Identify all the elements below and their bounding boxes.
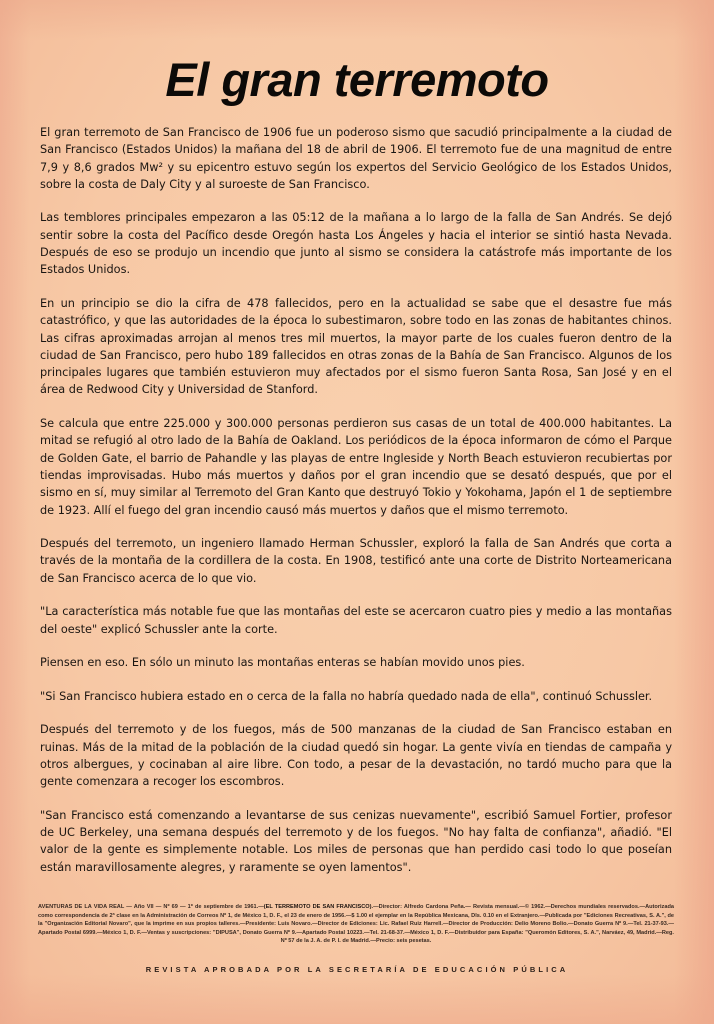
article-body [40, 124, 672, 892]
article-title: El gran terremoto [165, 53, 549, 106]
imprint-details: —Director: Alfredo Cardona Peña.— Revista mensual.—© 1962.—Derechos mundiales reservados.—Autorizada como correspondencia de 2ª clase en la Administración de Correos Nº 1, de México 1, D. F., el 23 de enero de 1956.—$ 1.00 el ejemplar en la República Mexicana, Dls. 0.10 en el Extranjero.—Publicada por "Ediciones Recreativas, S. A.", de la "Organización Editorial Novaro", que la imprime en sus propios talleres.—Presidente: Luis Novaro.—Director de Ediciones: Lic. Rafael Ruiz Harrell.—Director de Producción: Delio Moreno Bolio.—Donato Guerra Nº 9.—Tel. 21-37-93.—Apartado Postal 6999.—México 1, D. F.—Ventas y suscripciones: "DIPUSA", Donato Guerra Nº 9.—Apartado Postal 10223.—Tel. 21-68-37.—México 1, D. F.—Distribuidor para España: "Queromón Editores, S. A.", Narváez, 49, Madrid.—Reg. Nº 57 de la J. A. de P. I. de Madrid.—Precio: seis pesetas. [38, 904, 674, 945]
paragraph-6: "La característica más notable fue que las montañas del este se acercaron cuatro pies y medio a las montañas del oeste" explicó Schussler ante la corte. [40, 605, 672, 636]
paragraph-9: Después del terremoto y de los fuegos, más de 500 manzanas de la ciudad de San Francisco estaban en ruinas. Más de la mitad de la población de la ciudad quedó sin hogar. La gente vivía en tiendas de campaña y otros albergues, y cocinaban al aire libre. Con todo, a pesar de la devastación, no tardó mucho para que la gente comenzara a recoger los escombros. [40, 723, 672, 789]
paragraph-5: Después del terremoto, un ingeniero llamado Herman Schussler, exploró la falla de San Andrés que corta a través de la montaña de la cordillera de la costa. En 1908, testificó ante una corte de Distrito Norteamericana de San Francisco acerca de lo que vio. [40, 537, 672, 585]
approval-line: REVISTA APROBADA POR LA SECRETARÍA DE EDUCACIÓN PÚBLICA [145, 965, 569, 974]
paragraph-10: "San Francisco está comenzando a levantarse de sus cenizas nuevamente", escribió Samuel Fortier, profesor de UC Berkeley, una semana después del terremoto y de los fuegos. "No hay falta de confianza", añadió. "El valor de la gente es simplemente notable. Los miles de personas que han perdido casi todo lo que poseían están maravillosamente alegres, y raramente se oyen lamentos". [40, 808, 672, 874]
publication-imprint [38, 903, 674, 946]
imprint-lead: AVENTURAS DE LA VIDA REAL — Año VII — Nº 69 — 1º de septiembre de 1961.— [38, 904, 264, 910]
paragraph-8: "Si San Francisco hubiera estado en o cerca de la falla no habría quedado nada de ella", continuó Schussler. [40, 689, 653, 703]
paragraph-4: Se calcula que entre 225.000 y 300.000 personas perdieron sus casas de un total de 400.000 habitantes. La mitad se refugió al otro lado de la Bahía de Oakland. Los periódicos de la época informaron de cómo el Parque de Golden Gate, el barrio de Pahandle y las playas de entre Ingleside y North Beach estuvieron recubiertas por tiendas improvisadas. Hubo más muertos y daños por el gran incendio que se desató después, que por el sismo en sí, muy similar al Terremoto del Gran Kanto que destruyó Tokio y Yokohama, Japón el 1 de septiembre de 1923. Allí el fuego del gran incendio causó más muertos y daños que el mismo terremoto. [40, 417, 672, 517]
paragraph-3: En un principio se dio la cifra de 478 fallecidos, pero en la actualidad se sabe que el desastre fue más catastrófico, y que las autoridades de la época lo subestimaron, sobre todo en las zonas de habitantes chinos. Las cifras aproximadas arrojan al menos tres mil muertos, la mayor parte de los cuales fueron dentro de la ciudad de San Francisco, pero hubo 189 fallecidos en otras zonas de la Bahía de San Francisco. Algunos de los principales lugares que también estuvieron muy afectados por el sismo fueron Santa Rosa, San José y en el área de Redwood City y Universidad de Stanford. [40, 296, 672, 397]
paragraph-1: El gran terremoto de San Francisco de 1906 fue un poderoso sismo que sacudió principalmente a la ciudad de San Francisco (Estados Unidos) la mañana del 18 de abril de 1906. El terremoto fue de una magnitud de entre 7,9 y 8,6 grados Mw² y su epicentro estuvo según los expertos del Servicio Geológico de los Estados Unidos, sobre la costa de Daly City y al suroeste de San Francisco. [40, 126, 672, 191]
paragraph-7: Piensen en eso. En sólo un minuto las montañas enteras se habían movido unos pies. [40, 656, 525, 670]
paragraph-2: Las temblores principales empezaron a las 05:12 de la mañana a lo largo de la falla de San Andrés. Se dejó sentir sobre la costa del Pacífico desde Oregón hasta Los Ángeles y hacia el interior se sintió hasta Nevada. Después de eso se produjo un incendio que junto al sismo se considera la catástrofe más importante de los Estados Unidos. [40, 211, 672, 277]
imprint-issue-title: (EL TERREMOTO DE SAN FRANCISCO). [263, 904, 374, 910]
